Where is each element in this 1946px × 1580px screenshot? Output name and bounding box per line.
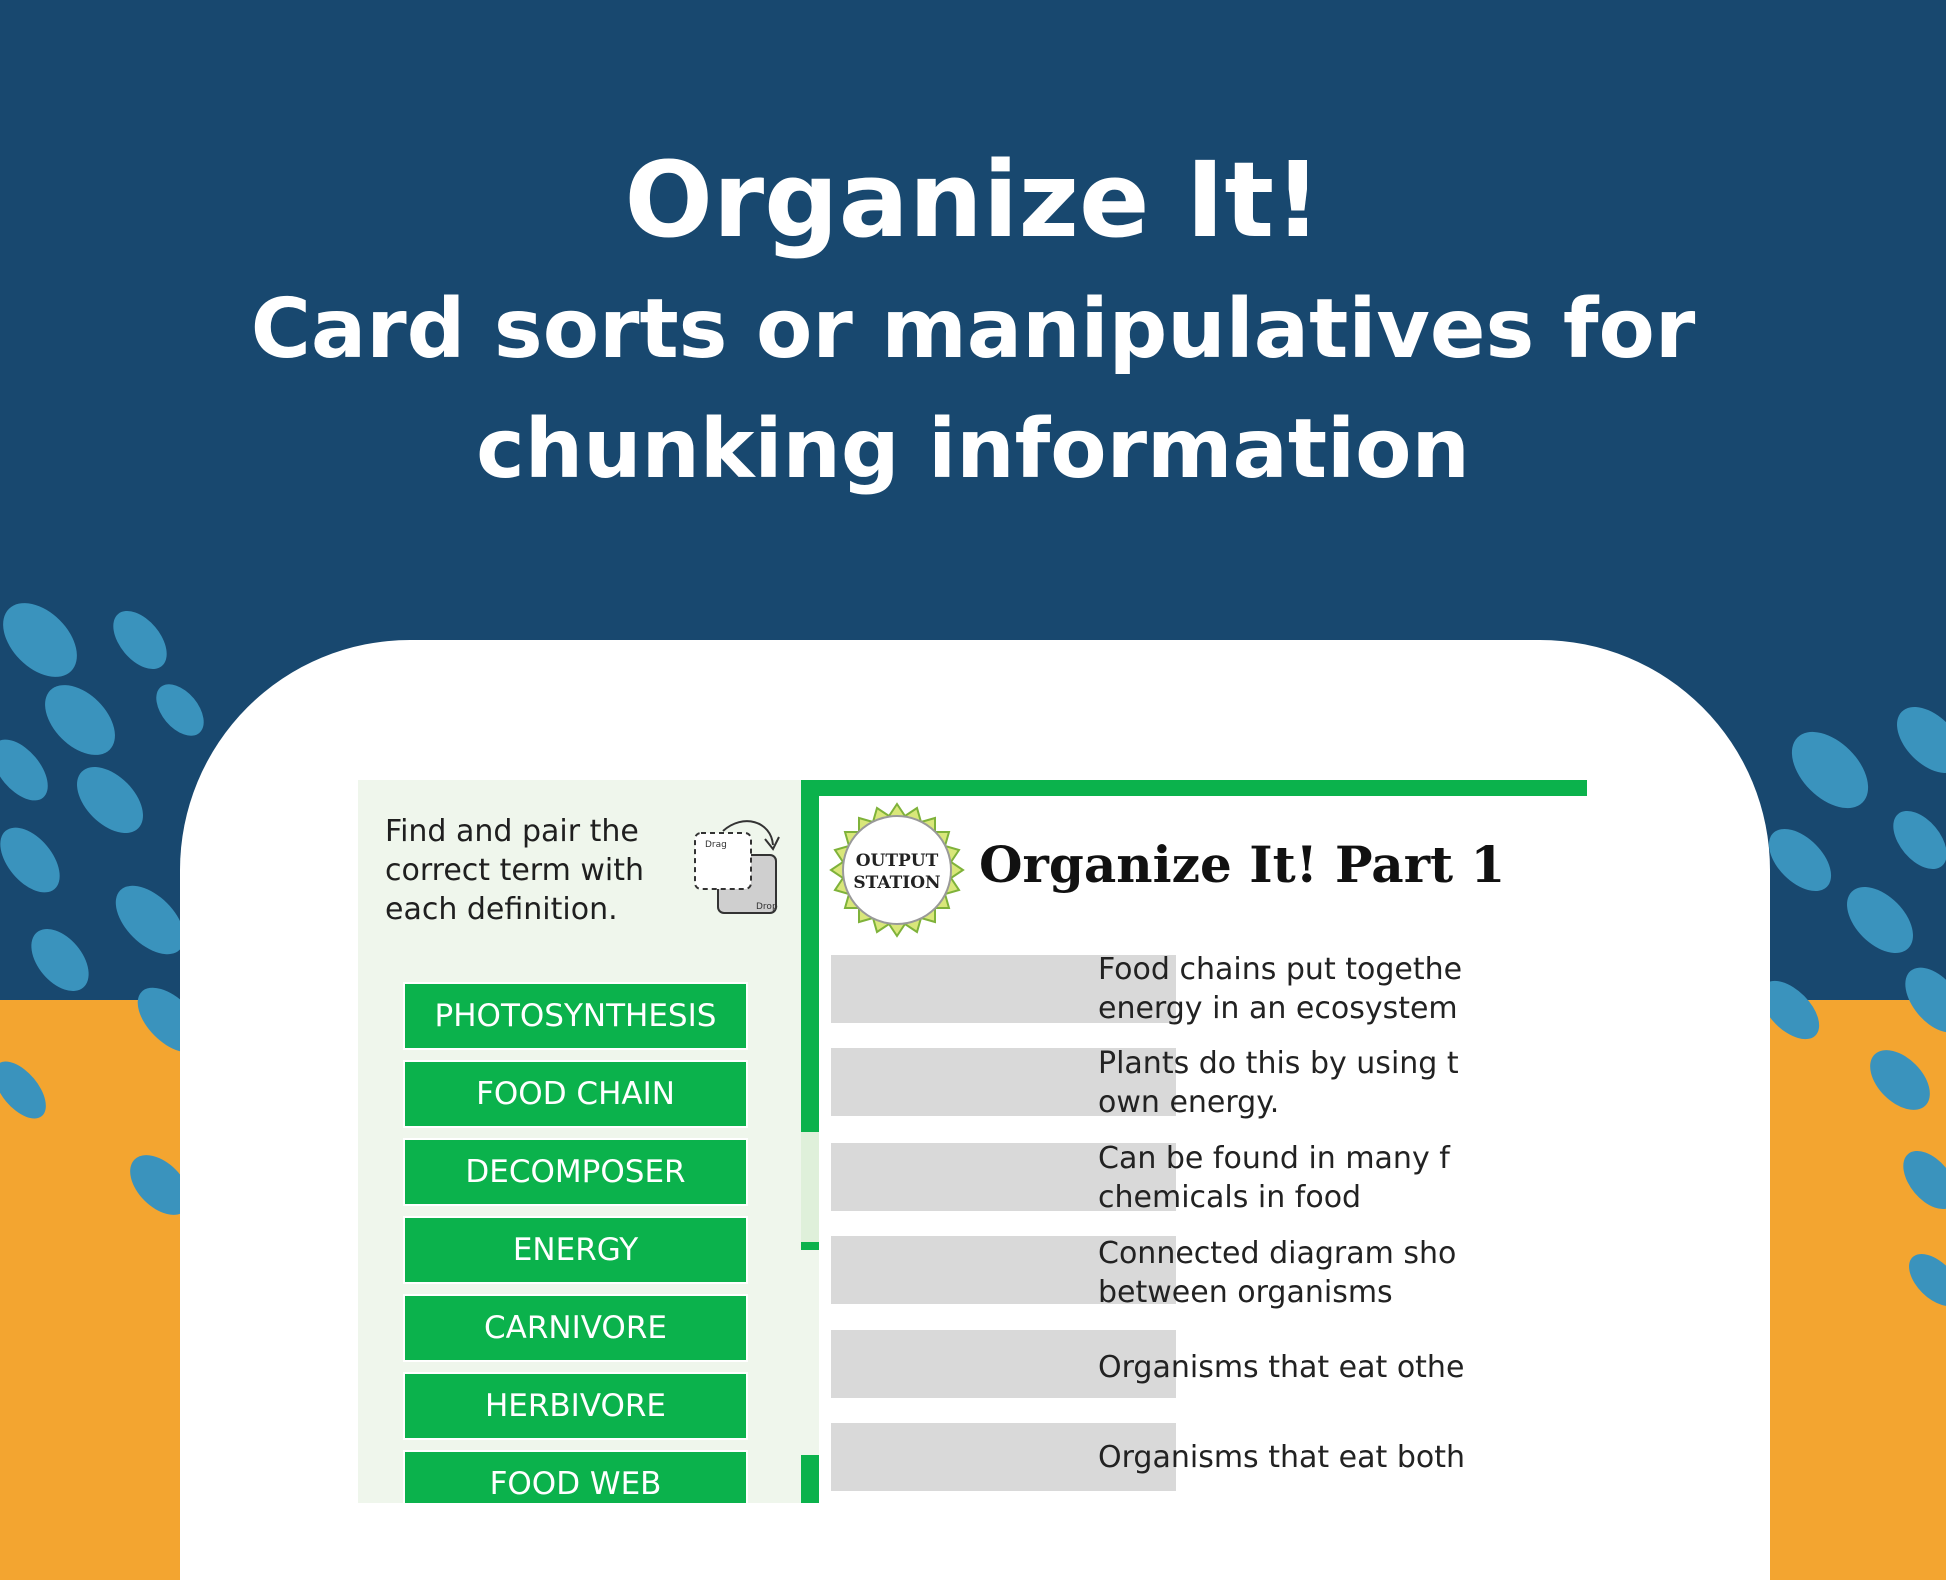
term-card-energy[interactable]: ENERGY: [403, 1216, 748, 1284]
definition-2: Plants do this by using t own energy.: [1098, 1046, 1459, 1120]
pane-divider: [801, 780, 819, 1503]
worksheet-top-bar: [819, 780, 1587, 796]
output-station-badge: [827, 800, 967, 940]
badge-line2: STATION: [853, 873, 941, 893]
definition-1: Food chains put togethe energy in an ecosystem: [1098, 952, 1463, 1026]
term-card-decomposer[interactable]: DECOMPOSER: [403, 1138, 748, 1206]
worksheet-title: Organize It! Part 1: [979, 835, 1506, 894]
worksheet-screenshot: [358, 780, 1587, 1503]
term-card-food-web[interactable]: FOOD WEB: [403, 1450, 748, 1503]
term-card-carnivore[interactable]: CARNIVORE: [403, 1294, 748, 1362]
headline-subtitle-line2: chunking information: [476, 402, 1470, 497]
definition-5: Organisms that eat othe: [1098, 1350, 1465, 1385]
svg-text:Drag: Drag: [705, 840, 727, 850]
definition-6: Organisms that eat both: [1098, 1440, 1465, 1475]
definition-4: Connected diagram sho between organisms: [1098, 1236, 1457, 1310]
badge-line1: OUTPUT: [855, 851, 939, 871]
definition-3: Can be found in many f chemicals in food: [1098, 1141, 1450, 1215]
svg-text:Drop: Drop: [756, 902, 778, 912]
headline: [0, 130, 1946, 510]
term-bank-pane: [358, 780, 801, 1503]
term-card-photosynthesis[interactable]: PHOTOSYNTHESIS: [403, 982, 748, 1050]
headline-subtitle-line1: Card sorts or manipulatives for: [250, 282, 1696, 377]
term-card-food-chain[interactable]: FOOD CHAIN: [403, 1060, 748, 1128]
term-card-herbivore[interactable]: HERBIVORE: [403, 1372, 748, 1440]
instructions-text: Find and pair the correct term with each definition.: [385, 814, 645, 927]
drag-drop-icon: [683, 815, 793, 925]
headline-title: Organize It!: [624, 139, 1322, 261]
